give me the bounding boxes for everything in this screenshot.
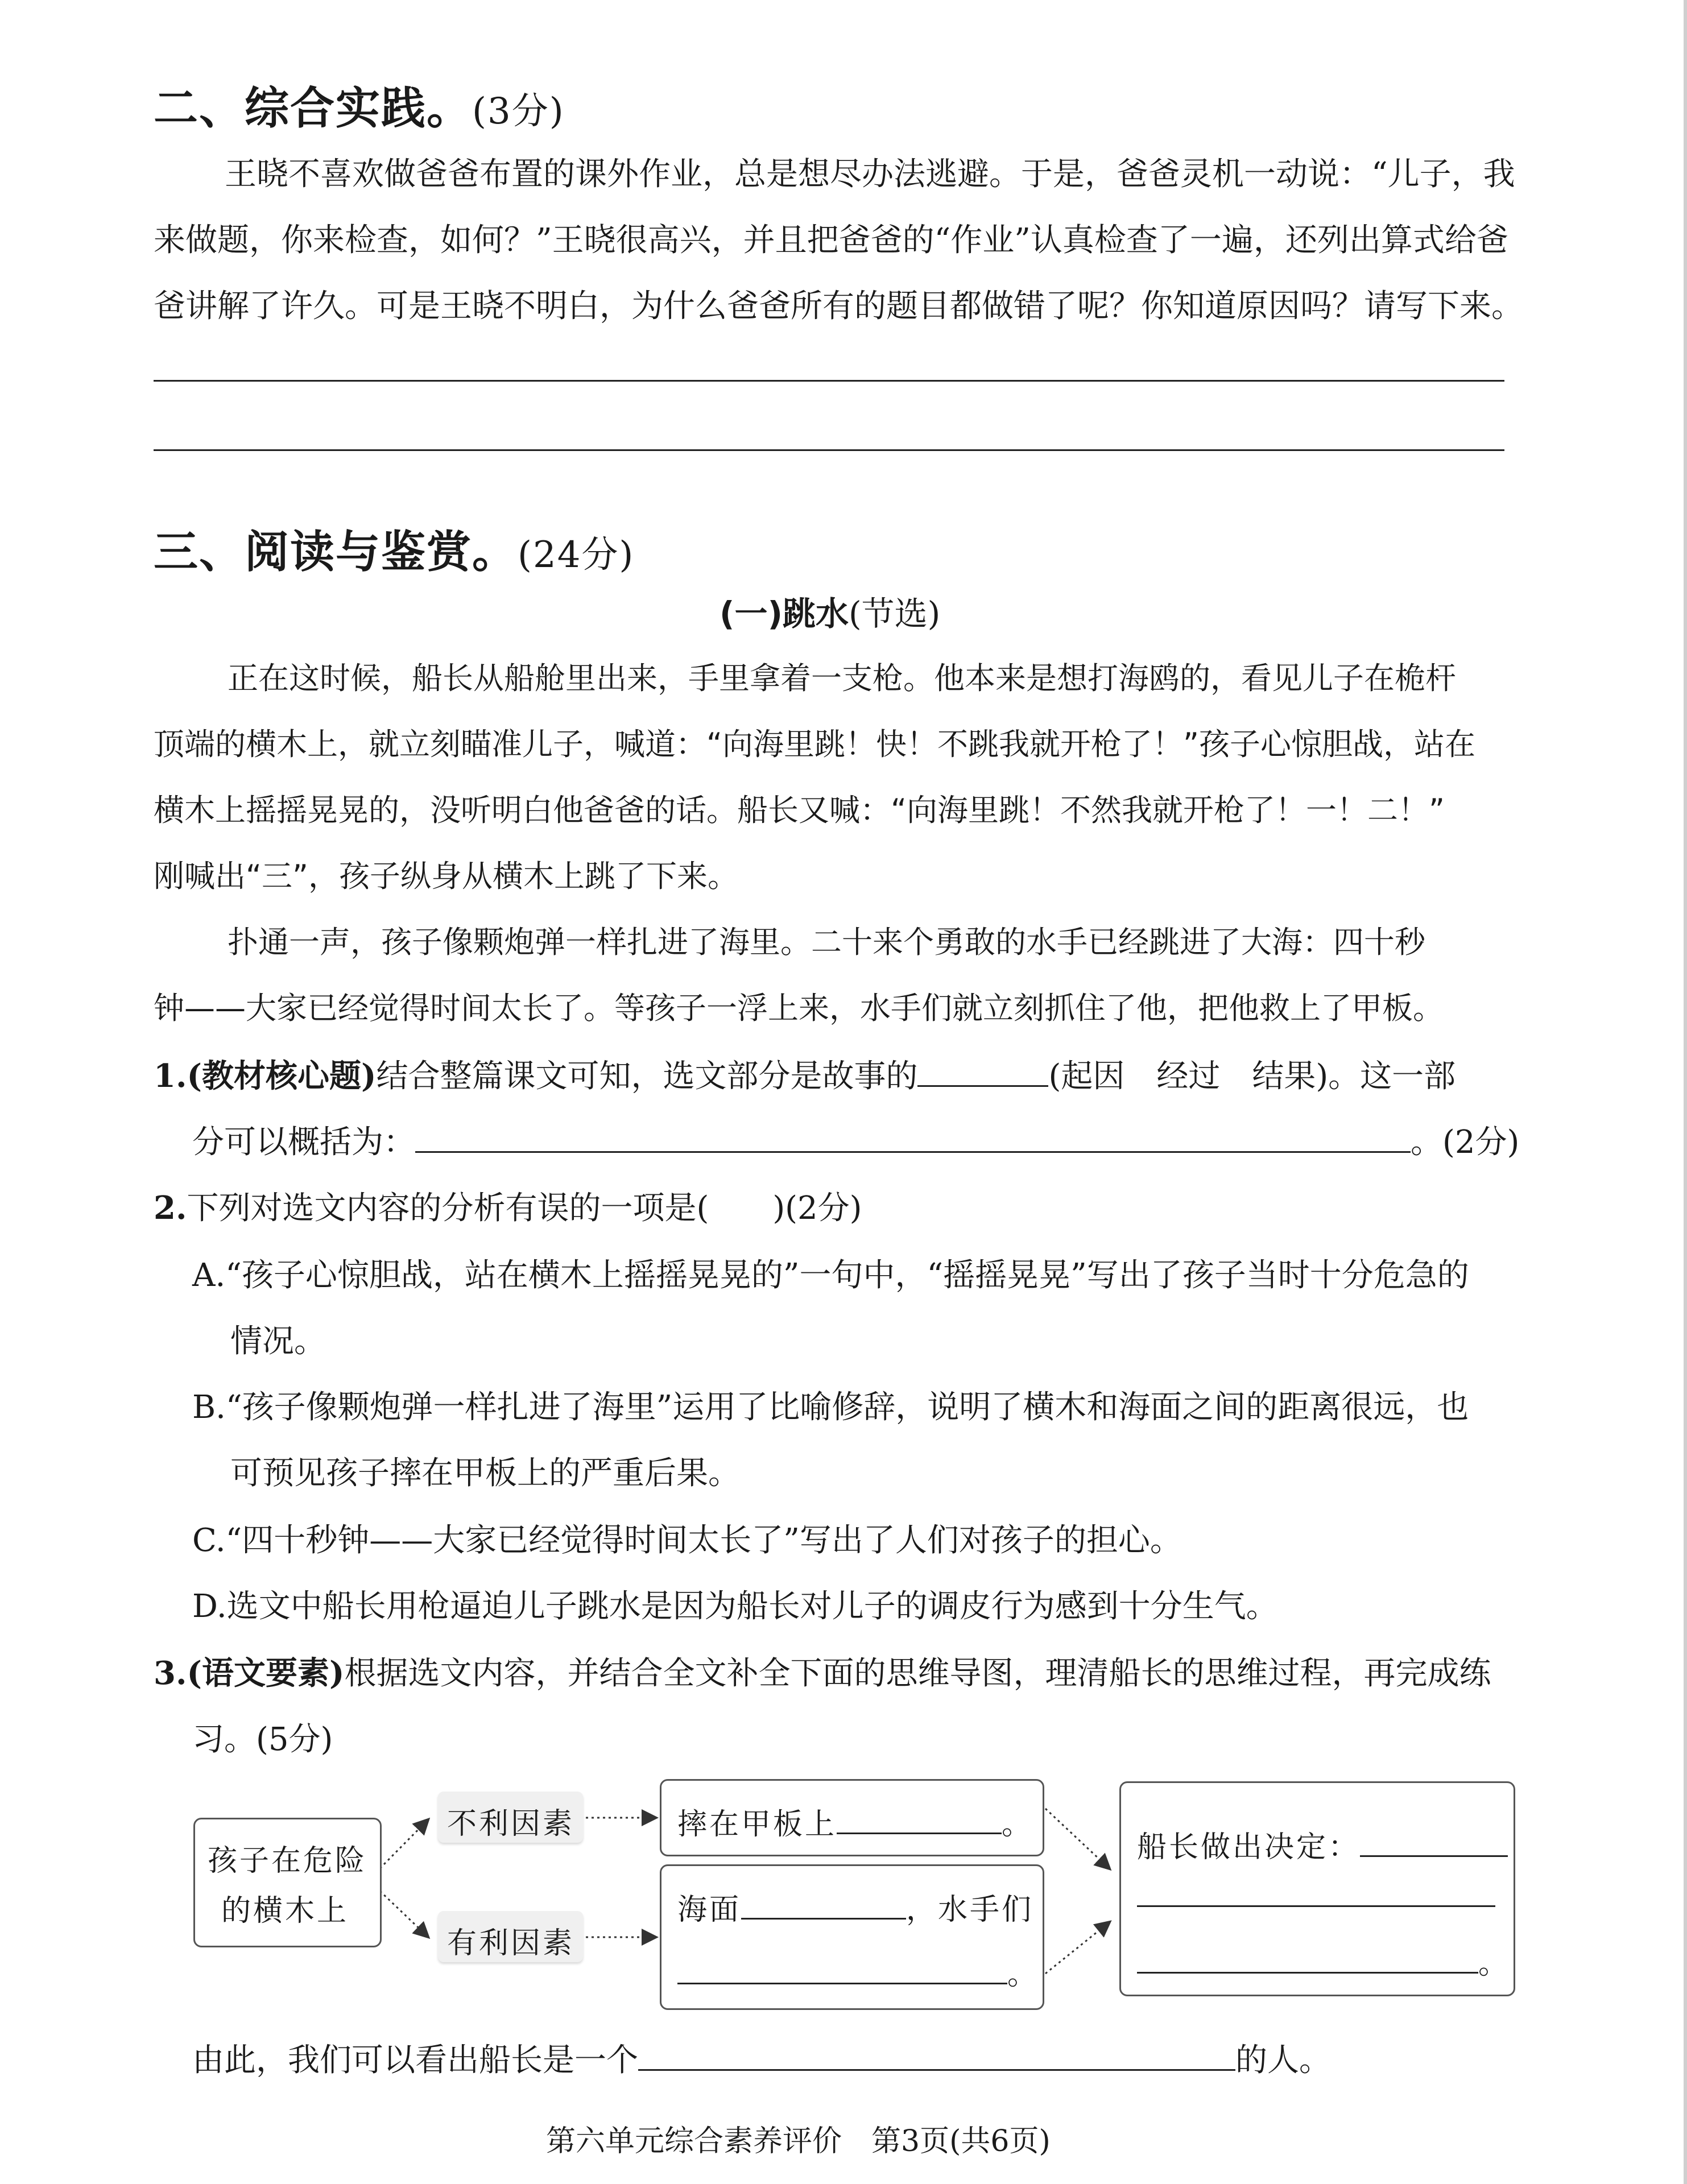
bad-result-period: 。 (1002, 1807, 1034, 1842)
bad-result-blank[interactable] (837, 1803, 1002, 1834)
question-3-line-2: 习。(5分) (192, 1721, 333, 1758)
decision-label: 船长做出决定： (1137, 1830, 1361, 1864)
q2-number: 2. (154, 1189, 187, 1227)
bad-factor-node (438, 1792, 583, 1843)
arrow-bad-result-to-decision (1045, 1809, 1109, 1868)
good-result-line-1 (677, 1885, 1033, 1928)
q1-line2-a: 分可以概括为： (192, 1124, 415, 1161)
q1-number: 1. (154, 1057, 187, 1095)
q2-option-a-line-2: 情况。 (230, 1323, 326, 1360)
good-result-label-a: 海面 (677, 1893, 742, 1927)
passage-line-4: 刚喊出“三”，孩子纵身从横木上跳了下来。 (154, 858, 738, 894)
passage-line-6: 钟——大家已经觉得时间太长了。等孩子一浮上来，水手们就立刻抓住了他，把他救上了甲板。 (154, 990, 1444, 1026)
arrow-root-to-good (380, 1891, 428, 1937)
root-line-1: 孩子在危险 (208, 1844, 367, 1878)
q2-option-a-letter: A. (192, 1257, 226, 1294)
decision-line-3 (1137, 1939, 1510, 1982)
root-node (193, 1818, 382, 1947)
q3-tag: (语文要素) (187, 1654, 345, 1692)
root-line-2: 的横木上 (221, 1894, 349, 1928)
q3-conclusion (192, 2035, 1331, 2080)
passage-title-note: (节选) (849, 594, 941, 633)
decision-line-1 (1137, 1823, 1508, 1866)
good-result-blank-2[interactable] (677, 1953, 1007, 1984)
bad-result-node (660, 1779, 1044, 1856)
conclusion-text-b: 的人。 (1235, 2042, 1331, 2079)
decision-blank-1[interactable] (1360, 1826, 1508, 1857)
section-3-points: (24分) (518, 534, 635, 576)
bad-result-text (677, 1800, 1033, 1843)
q3-text: 根据选文内容，并结合全文补全下面的思维导图，理清船长的思维过程，再完成练 (344, 1655, 1491, 1692)
conclusion-blank[interactable] (638, 2037, 1235, 2071)
arrow-root-to-bad (380, 1820, 428, 1868)
q2-option-a-text: “孩子心惊胆战，站在横木上摇摇晃晃的”一句中，“摇摇晃晃”写出了孩子当时十分危急的 (225, 1257, 1469, 1294)
q1-text-b: (起因 经过 结果)。这一部 (1048, 1058, 1456, 1095)
page-edge-shadow (1684, 0, 1687, 2184)
good-result-line-2 (677, 1950, 1039, 1993)
q2-option-c-text: “四十秒钟——大家已经觉得时间太长了”写出了人们对孩子的担心。 (225, 1522, 1182, 1559)
q1-text-a: 结合整篇课文可知，选文部分是故事的 (376, 1058, 918, 1095)
q2-option-b-letter: B. (192, 1389, 226, 1426)
good-factor-node (438, 1911, 583, 1962)
decision-period: 。 (1478, 1947, 1511, 1981)
arrow-good-result-to-decision (1045, 1922, 1109, 1974)
decision-blank-2[interactable] (1137, 1905, 1495, 1907)
q2-option-c-letter: C. (192, 1522, 226, 1559)
section-2-points: (3分) (472, 90, 565, 133)
q2-text: 下列对选文内容的分析有误的一项是( )(2分) (187, 1190, 862, 1227)
decision-blank-3[interactable] (1137, 1942, 1478, 1974)
passage-line-1: 正在这时候，船长从船舱里出来，手里拿着一支枪。他本来是想打海鸥的，看见儿子在桅杆 (228, 660, 1456, 696)
bad-result-label: 摔在甲板上 (677, 1807, 837, 1842)
good-result-blank-1[interactable] (741, 1888, 906, 1920)
passage-line-2: 顶端的横木上，就立刻瞄准儿子，喊道：“向海里跳！快！不跳我就开枪了！”孩子心惊胆战，站在 (154, 726, 1475, 762)
bad-factor-label: 不利因素 (447, 1807, 575, 1841)
conclusion-text-a: 由此，我们可以看出船长是一个 (192, 2042, 638, 2079)
q2-option-b-line-2: 可预见孩子摔在甲板上的严重后果。 (230, 1455, 740, 1492)
passage-title-main: (一)跳水 (720, 594, 849, 633)
good-result-period: 。 (1007, 1958, 1040, 1992)
q3-number: 3. (154, 1654, 187, 1692)
section-2-line-3: 爸讲解了许久。可是王晓不明白，为什么爸爸所有的题目都做错了呢？你知道原因吗？请写下来。 (154, 288, 1523, 325)
decision-node (1119, 1781, 1515, 1996)
q2-option-b-text: “孩子像颗炮弹一样扎进了海里”运用了比喻修辞，说明了横木和海面之间的距离很远，也 (225, 1389, 1469, 1426)
section-2-title: 二、综合实践。 (154, 82, 473, 134)
page-footer: 第六单元综合素养评价 第3页(共6页) (546, 2124, 1051, 2158)
passage-line-5: 扑通一声，孩子像颗炮弹一样扎进了海里。二十来个勇敢的水手已经跳进了大海：四十秒 (228, 924, 1425, 960)
q2-option-d-text: 选文中船长用枪逼迫儿子跳水是因为船长对儿子的调皮行为感到十分生气。 (226, 1588, 1278, 1625)
q1-tag: (教材核心题) (187, 1057, 377, 1095)
passage-line-3: 横木上摇摇晃晃的，没听明白他爸爸的话。船长又喊：“向海里跳！不然我就开枪了！一！二！” (154, 792, 1445, 828)
good-result-node (660, 1864, 1044, 2010)
q2-option-d-letter: D. (192, 1588, 227, 1625)
section-2-line-1: 王晓不喜欢做爸爸布置的课外作业，总是想尽办法逃避。于是，爸爸灵机一动说：“儿子，我 (225, 156, 1515, 193)
section-3-title: 三、阅读与鉴赏。 (154, 526, 518, 578)
section-2-line-2: 来做题，你来检查，如何？”王晓很高兴，并且把爸爸的“作业”认真检查了一遍，还列出算式给爸 (154, 222, 1508, 259)
good-result-label-b: ，水手们 (906, 1893, 1034, 1927)
q1-line2-b: 。(2分) (1411, 1124, 1520, 1161)
good-factor-label: 有利因素 (447, 1926, 575, 1960)
